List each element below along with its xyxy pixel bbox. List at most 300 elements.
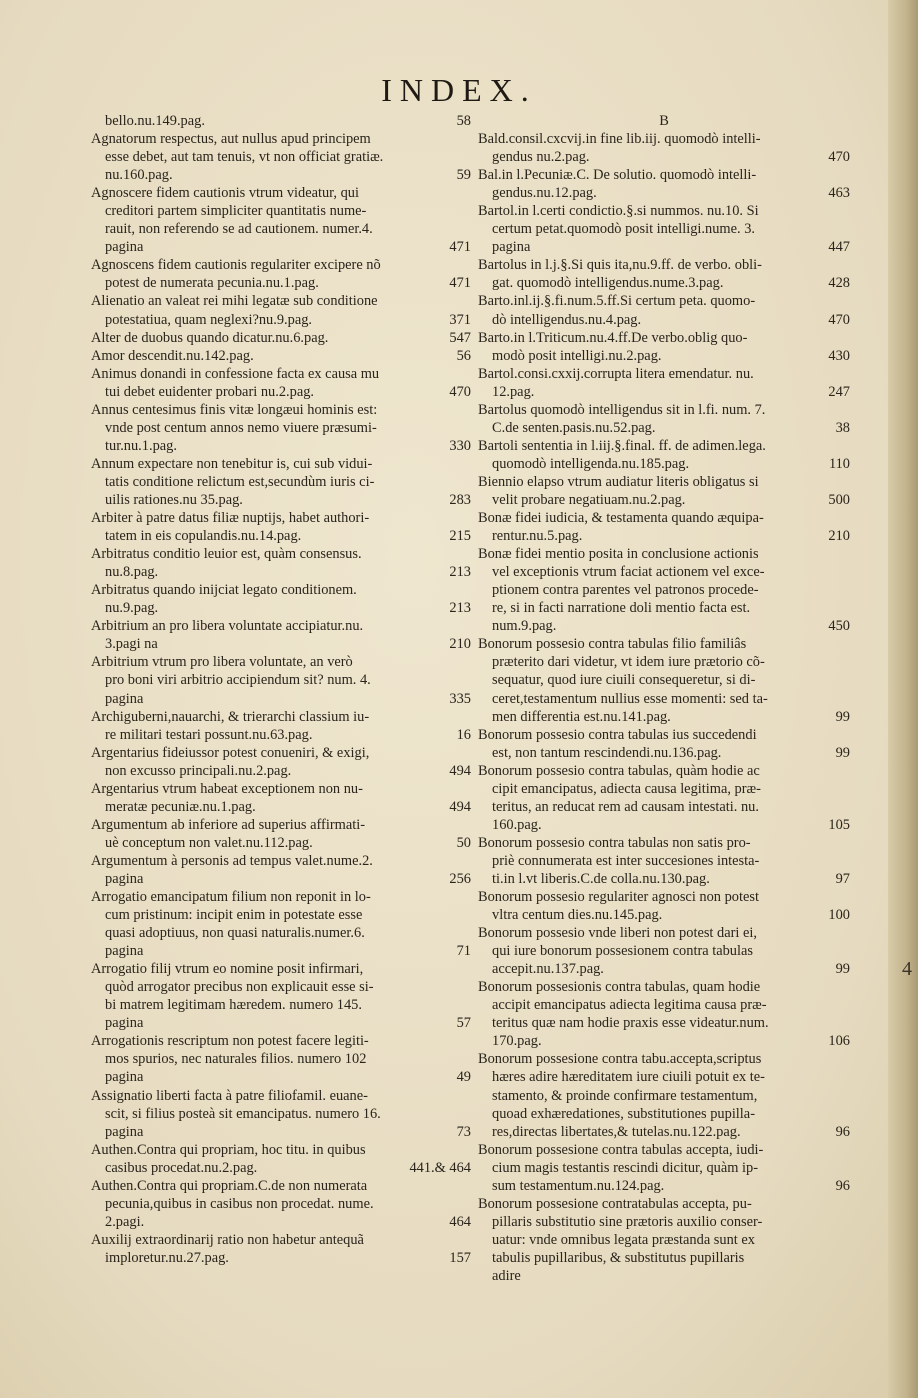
- index-entry: [478, 888, 850, 906]
- index-entry-continuation: [478, 852, 850, 870]
- entry-text: rentur.nu.5.pag.: [492, 528, 583, 545]
- entry-text: Agnoscere fidem cautionis vtrum videatur, qui: [91, 185, 359, 202]
- index-entry-continuation: [91, 527, 471, 545]
- entry-text: Arbitratus quando inijciat legato conditionem.: [91, 582, 357, 599]
- page-reference: 99: [835, 744, 850, 761]
- page-reference: 96: [835, 1177, 850, 1194]
- entry-text: cium magis testantis rescindi dicitur, quàm ip-: [492, 1159, 758, 1176]
- index-entry-continuation: [478, 1105, 850, 1123]
- index-column-right: [478, 112, 850, 1285]
- index-entry: [91, 960, 471, 978]
- entry-text: cipit emancipatus, adiecta causa legitima, præ-: [492, 780, 761, 797]
- entry-text: priè connumerata est inter succesiones intesta-: [492, 852, 760, 869]
- page-reference: 471: [449, 275, 471, 292]
- page-reference: 57: [456, 1015, 471, 1032]
- entry-text: Arrogationis rescriptum non potest facere legiti-: [91, 1033, 369, 1050]
- entry-text: bello.nu.149.pag.: [105, 113, 205, 129]
- entry-text: Annum expectare non tenebitur is, cui sub vidui-: [91, 455, 373, 472]
- entry-text: adire: [492, 1268, 521, 1284]
- entry-text: casibus procedat.nu.2.pag.: [105, 1159, 258, 1176]
- index-entry-continuation: [91, 1195, 471, 1213]
- entry-text: Bonorum possesionis contra tabulas, quam hodie: [478, 979, 761, 996]
- page-reference: 470: [828, 149, 850, 166]
- entry-text: re militari testari possunt.nu.63.pag.: [105, 726, 313, 743]
- entry-text: gendus nu.2.pag.: [492, 149, 590, 166]
- index-entry: [478, 726, 850, 744]
- index-entry-continuation: [478, 238, 850, 256]
- page-reference: 213: [449, 564, 471, 581]
- index-entry: [91, 292, 471, 310]
- page-reference: 59: [456, 167, 471, 184]
- page-reference: 106: [828, 1033, 850, 1050]
- index-entry: [478, 437, 850, 455]
- index-entry-continuation: [478, 274, 850, 292]
- entry-text: vnde post centum annos nemo viuere præsumi-: [105, 419, 377, 436]
- index-entry-continuation: [478, 1032, 850, 1050]
- page-reference: 105: [828, 816, 850, 833]
- entry-text: pagina: [105, 1069, 144, 1086]
- entry-text: velit probare negatiuam.nu.2.pag.: [492, 491, 686, 508]
- entry-text: Arbiter à patre datus filiæ nuptijs, habet authori-: [91, 510, 370, 527]
- entry-text: Bonæ fidei mentio posita in conclusione actionis: [478, 546, 759, 563]
- page-reference: 247: [828, 383, 850, 400]
- entry-text: Arbitratus conditio leuior est, quàm consensus.: [91, 546, 362, 563]
- entry-text: 2.pagi.: [105, 1213, 145, 1230]
- entry-text: uilis rationes.nu 35.pag.: [105, 491, 243, 508]
- entry-text: 160.pag.: [492, 816, 542, 833]
- index-entry-continuation: [91, 563, 471, 581]
- index-entry-continuation: [478, 599, 850, 617]
- index-entry-continuation: [91, 1105, 471, 1123]
- entry-text: Bonorum possesione contra tabu.accepta,scriptus: [478, 1051, 762, 1068]
- index-entry: [478, 329, 850, 347]
- page-reference: 213: [449, 600, 471, 617]
- entry-text: ti.in l.vt liberis.C.de colla.nu.130.pag.: [492, 870, 710, 887]
- index-entry: [478, 635, 850, 653]
- index-entry: [91, 184, 471, 202]
- index-entry-continuation: [91, 311, 471, 329]
- page-reference: 210: [828, 528, 850, 545]
- entry-text: Arrogatio emancipatum filium non reponit in lo-: [91, 889, 371, 906]
- entry-text: qui iure bonorum possesionem contra tabulas: [492, 943, 753, 960]
- page-reference: 71: [456, 943, 471, 960]
- entry-text: teritus, an reducat rem ad causam intestati. nu.: [492, 798, 759, 815]
- index-entry: [478, 545, 850, 563]
- entry-text: res,directas libertates,& tutelas.nu.122.pag.: [492, 1123, 741, 1140]
- page-reference: 99: [835, 961, 850, 978]
- index-entry-continuation: [91, 870, 471, 888]
- entry-text: vltra centum dies.nu.145.pag.: [492, 907, 663, 924]
- page-reference: 430: [828, 347, 850, 364]
- index-entry: [91, 744, 471, 762]
- marginal-mark: 4: [902, 958, 912, 980]
- index-entry-continuation: [91, 383, 471, 401]
- index-entry-continuation: [478, 1068, 850, 1086]
- page-reference: 500: [828, 491, 850, 508]
- index-entry: [91, 347, 471, 365]
- index-entry-continuation: [478, 690, 850, 708]
- entry-text: Arbitrium vtrum pro libera voluntate, an verò: [91, 654, 353, 671]
- index-entry-continuation: [478, 744, 850, 762]
- index-entry-continuation: [91, 906, 471, 924]
- entry-text: Bartol.consi.cxxij.corrupta litera emendatur. nu.: [478, 365, 754, 382]
- entry-text: sum testamentum.nu.124.pag.: [492, 1177, 665, 1194]
- index-entry: [478, 1195, 850, 1213]
- index-entry-continuation: [91, 220, 471, 238]
- index-entry-continuation: [478, 1213, 850, 1231]
- index-entry-continuation: [91, 1050, 471, 1068]
- entry-text: Bartolus in l.j.§.Si quis ita,nu.9.ff. de verbo. obli-: [478, 257, 762, 274]
- page-reference: 97: [835, 870, 850, 887]
- page-reference: 450: [828, 618, 850, 635]
- entry-text: meratæ pecuniæ.nu.1.pag.: [105, 798, 256, 815]
- index-entry-continuation: [478, 870, 850, 888]
- entry-text: Auxilij extraordinarij ratio non habetur antequã: [91, 1231, 364, 1248]
- index-entry: [478, 509, 850, 527]
- index-entry-continuation: [478, 1123, 850, 1141]
- entry-text: Alter de duobus quando dicatur.nu.6.pag.: [91, 329, 329, 346]
- entry-text: tatis conditione relictum est,secundùm iuris ci-: [105, 473, 375, 490]
- page-reference: 56: [456, 347, 471, 364]
- page-title: INDEX.: [381, 72, 537, 108]
- entry-text: præterito dari videtur, vt idem iure prætorio cõ-: [492, 654, 765, 671]
- index-entry-continuation: [478, 653, 850, 671]
- index-entry-continuation: [91, 1159, 471, 1177]
- index-entry-continuation: [478, 347, 850, 365]
- index-entry-continuation: [478, 581, 850, 599]
- entry-text: Bartoli sententia in l.iij.§.final. ff. de adimen.lega.: [478, 437, 766, 454]
- index-entry-continuation: [478, 816, 850, 834]
- entry-text: hæres adire hæreditatem iure ciuili potuit ex te-: [492, 1069, 765, 1086]
- entry-text: Argentarius vtrum habeat exceptionem non nu-: [91, 780, 363, 797]
- entry-text: Bonorum possesio vnde liberi non potest dari ei,: [478, 925, 757, 942]
- entry-text: teritus quæ nam hodie praxis esse videatur.num.: [492, 1015, 769, 1032]
- index-entry: [91, 1087, 471, 1105]
- entry-text: pagina: [105, 690, 144, 707]
- page-reference: 428: [828, 275, 850, 292]
- index-entry-continuation: [478, 960, 850, 978]
- index-entry: [478, 401, 850, 419]
- index-entry: [478, 978, 850, 996]
- index-entry-continuation: [91, 924, 471, 942]
- index-entry-continuation: [478, 617, 850, 635]
- entry-text: vel exceptionis vtrum faciat actionem vel exce-: [492, 564, 765, 581]
- entry-text: pagina: [105, 1123, 144, 1140]
- page-reference: 494: [449, 798, 471, 815]
- entry-text: tabulis pupillaribus, & substitutus pupillaris: [492, 1249, 745, 1266]
- index-entry-continuation: [478, 1087, 850, 1105]
- entry-text: tur.nu.1.pag.: [105, 437, 177, 454]
- index-entry-continuation: [478, 798, 850, 816]
- entry-text: quasi adoptiuus, non quasi naturalis.numer.6.: [105, 925, 365, 942]
- index-entry-continuation: [478, 780, 850, 798]
- index-entry: [91, 1177, 471, 1195]
- entry-text: potestatiua, quam neglexi?nu.9.pag.: [105, 311, 313, 328]
- page-reference: 471: [449, 239, 471, 256]
- index-entry-continuation: [91, 798, 471, 816]
- entry-text: tui debet euidenter probari nu.2.pag.: [105, 383, 314, 400]
- entry-text: re, si in facti narratione doli mentio facta est.: [492, 600, 751, 617]
- page-gutter: [888, 0, 918, 1398]
- entry-text: quoad exhæredationes, substitutiones pupilla-: [492, 1105, 755, 1122]
- entry-text: quomodò intelligenda.nu.185.pag.: [492, 455, 690, 472]
- index-entry-continuation: [478, 527, 850, 545]
- index-entry-continuation: [91, 1014, 471, 1032]
- entry-text: gendus.nu.12.pag.: [492, 185, 597, 202]
- index-entry: [91, 401, 471, 419]
- index-entry-continuation: [91, 635, 471, 653]
- entry-text: Bonorum possesio contra tabulas non satis pro-: [478, 834, 751, 851]
- index-entry: [91, 1032, 471, 1050]
- index-entry: [91, 617, 471, 635]
- index-entry: [478, 924, 850, 942]
- entry-text: Agnatorum respectus, aut nullus apud principem: [91, 131, 371, 148]
- entry-text: nu.8.pag.: [105, 564, 159, 581]
- index-entry-continuation: [478, 1014, 850, 1032]
- index-column-left: [91, 112, 471, 1267]
- index-entry-continuation: [478, 491, 850, 509]
- index-entry-continuation: [91, 491, 471, 509]
- index-entry: [91, 256, 471, 274]
- index-entry: [478, 130, 850, 148]
- index-entry-continuation: [91, 996, 471, 1014]
- page-reference: 157: [449, 1249, 471, 1266]
- entry-text: ptionem contra parentes vel patronos procede-: [492, 582, 759, 599]
- index-entry-continuation: [478, 311, 850, 329]
- index-entry: [91, 509, 471, 527]
- entry-text: accipit emancipatus adiecta legitima causa præ-: [492, 997, 767, 1014]
- index-entry-continuation: [478, 906, 850, 924]
- page-reference: 335: [449, 690, 471, 707]
- index-entry-continuation: [91, 148, 471, 166]
- page-reference: 330: [449, 437, 471, 454]
- entry-text: Bonorum possesio regulariter agnosci non potest: [478, 889, 759, 906]
- index-entry-continuation: [91, 274, 471, 292]
- index-entry: [478, 762, 850, 780]
- index-entry-continuation: [478, 1159, 850, 1177]
- entry-text: tatem in eis copulandis.nu.14.pag.: [105, 528, 302, 545]
- page-reference: 73: [456, 1123, 471, 1140]
- entry-text: men differentia est.nu.141.pag.: [492, 708, 671, 725]
- page-reference: 96: [835, 1123, 850, 1140]
- page-reference: 110: [828, 455, 850, 472]
- index-entry: [91, 1141, 471, 1159]
- page-reference: 470: [828, 311, 850, 328]
- index-entry-continuation: [91, 834, 471, 852]
- entry-text: pagina: [492, 239, 531, 256]
- entry-text: Arrogatio filij vtrum eo nomine posit infirmari,: [91, 961, 364, 978]
- entry-text: C.de senten.pasis.nu.52.pag.: [492, 419, 656, 436]
- index-entry-continuation: [478, 996, 850, 1014]
- entry-text: Bonorum possesione contratabulas accepta, pu-: [478, 1195, 752, 1212]
- index-entry-continuation: [478, 563, 850, 581]
- entry-text: mos spurios, nec naturales filios. numero 102: [105, 1051, 367, 1068]
- index-entry-continuation: [91, 1068, 471, 1086]
- index-entry-continuation: [478, 184, 850, 202]
- page-reference: 50: [456, 834, 471, 851]
- entry-text: Arbitrium an pro libera voluntate accipiatur.nu.: [91, 618, 364, 635]
- page-reference: 38: [835, 419, 850, 436]
- entry-text: rauit, non referendo se ad cautionem. numer.4.: [105, 221, 373, 238]
- entry-text: Bonorum possesio contra tabulas filio familiâs: [478, 636, 747, 653]
- index-entry-continuation: [91, 599, 471, 617]
- entry-text: Bartolus quomodò intelligendus sit in l.fi. num. 7.: [478, 401, 766, 418]
- index-entry: [91, 708, 471, 726]
- page-reference: 464: [449, 1213, 471, 1230]
- entry-text: Assignatio liberti facta à patre filiofamil. euane-: [91, 1087, 368, 1104]
- index-entry-continuation: [91, 1213, 471, 1231]
- entry-text: Agnoscens fidem cautionis regulariter excipere nõ: [91, 257, 381, 274]
- entry-text: gat. quomodò intelligendus.nume.3.pag.: [492, 275, 724, 292]
- entry-text: non excusso principali.nu.2.pag.: [105, 762, 292, 779]
- index-entry-continuation: [478, 942, 850, 960]
- entry-text: quòd arrogator precibus non explicauit esse si-: [105, 979, 374, 996]
- index-entry: [478, 365, 850, 383]
- index-entry-continuation: [478, 1267, 850, 1285]
- index-entry-continuation: [478, 455, 850, 473]
- index-entry: [91, 888, 471, 906]
- index-entry-continuation: [478, 708, 850, 726]
- index-entry-continuation: [91, 671, 471, 689]
- index-entry-continuation: [91, 473, 471, 491]
- entry-text: Alienatio an valeat rei mihi legatæ sub conditione: [91, 293, 378, 310]
- entry-text: Animus donandi in confessione facta ex causa mu: [91, 365, 380, 382]
- entry-text: Bonorum possesio contra tabulas, quàm hodie ac: [478, 762, 760, 779]
- page-reference: 371: [449, 311, 471, 328]
- index-entry: [91, 365, 471, 383]
- page-reference: 58: [456, 113, 471, 129]
- entry-text: Authen.Contra qui propriam, hoc titu. in quibus: [91, 1141, 366, 1158]
- entry-text: num.9.pag.: [492, 618, 557, 635]
- entry-text: stamento, & proinde confirmare testamentum,: [492, 1087, 758, 1104]
- entry-text: scit, si filius posteà sit emancipatus. numero 16.: [105, 1105, 381, 1122]
- entry-text: dò intelligendus.nu.4.pag.: [492, 311, 642, 328]
- index-entry: [91, 329, 471, 347]
- entry-text: Biennio elapso vtrum audiatur literis obligatus si: [478, 473, 759, 490]
- entry-text: sequatur, quod iure ciuili consequeretur, si di-: [492, 672, 756, 689]
- index-entry-continuation: [91, 166, 471, 184]
- entry-text: esse debet, aut tam tenuis, vt non officiat gratiæ.: [105, 149, 384, 166]
- entry-text: nu.160.pag.: [105, 167, 173, 184]
- index-entry-continuation: [91, 238, 471, 256]
- index-entry-continuation: [478, 671, 850, 689]
- entry-text: Argumentum ab inferiore ad superius affirmati-: [91, 816, 366, 833]
- page-reference: 49: [456, 1069, 471, 1086]
- index-entry-continuation: [478, 1231, 850, 1249]
- index-entry-continuation: [91, 112, 471, 130]
- index-entry-continuation: [478, 1177, 850, 1195]
- entry-text: creditori partem simpliciter quantitatis nume-: [105, 203, 367, 220]
- page-reference: 16: [456, 726, 471, 743]
- index-entry-continuation: [91, 762, 471, 780]
- entry-text: Barto.inl.ij.§.fi.num.5.ff.Si certum peta. quomo-: [478, 293, 756, 310]
- index-entry: [478, 256, 850, 274]
- entry-text: Argumentum à personis ad tempus valet.nume.2.: [91, 852, 373, 869]
- entry-text: pagina: [105, 943, 144, 960]
- index-entry: [478, 1050, 850, 1068]
- entry-text: Archiguberni,nauarchi, & trierarchi classium iu-: [91, 708, 370, 725]
- entry-text: Bonorum possesione contra tabulas accepta, iudi-: [478, 1141, 764, 1158]
- index-entry-continuation: [478, 148, 850, 166]
- entry-text: cum pristinum: incipit enim in potestate esse: [105, 907, 363, 924]
- page-reference: 463: [828, 185, 850, 202]
- entry-text: Bonorum possesio contra tabulas ius succedendi: [478, 726, 757, 743]
- page-reference: 547: [449, 329, 471, 346]
- page-reference: 441.& 464: [409, 1159, 471, 1176]
- entry-text: pagina: [105, 870, 144, 887]
- index-entry: [478, 292, 850, 310]
- index-entry-continuation: [91, 202, 471, 220]
- entry-text: pagina: [105, 239, 144, 256]
- page-reference: 256: [449, 870, 471, 887]
- page-reference: 447: [828, 239, 850, 256]
- page-reference: 470: [449, 383, 471, 400]
- index-entry: [478, 202, 850, 220]
- entry-text: 3.pagi na: [105, 636, 158, 653]
- page-reference: 100: [828, 907, 850, 924]
- index-entry: [478, 834, 850, 852]
- entry-text: Bonæ fidei iudicia, & testamenta quando æquipa-: [478, 510, 764, 527]
- entry-text: Annus centesimus finis vitæ longæui hominis est:: [91, 401, 378, 418]
- entry-text: pagina: [105, 1015, 144, 1032]
- entry-text: accepit.nu.137.pag.: [492, 961, 604, 978]
- entry-text: bi matrem legitimam hæredem. numero 145.: [105, 997, 362, 1014]
- index-entry-continuation: [478, 220, 850, 238]
- index-entry-continuation: [91, 1249, 471, 1267]
- index-entry-continuation: [91, 419, 471, 437]
- entry-text: Bartol.in l.certi condictio.§.si nummos. nu.10. Si: [478, 203, 759, 220]
- index-entry: [91, 780, 471, 798]
- entry-text: imploretur.nu.27.pag.: [105, 1249, 229, 1266]
- entry-text: Barto.in l.Triticum.nu.4.ff.De verbo.oblig quo-: [478, 329, 748, 346]
- entry-text: uatur: vnde omnibus legata præstanda sunt ex: [492, 1231, 755, 1248]
- entry-text: pro boni viri arbitrio accipiendum sit? num. 4.: [105, 672, 371, 689]
- entry-text: Authen.Contra qui propriam.C.de non numerata: [91, 1177, 368, 1194]
- index-entry-continuation: [478, 419, 850, 437]
- page-reference: 99: [835, 708, 850, 725]
- index-entry-continuation: [91, 942, 471, 960]
- index-entry-continuation: [91, 690, 471, 708]
- index-entry: [91, 545, 471, 563]
- index-entry-continuation: [91, 437, 471, 455]
- index-entry-continuation: [478, 1249, 850, 1267]
- page-reference: 215: [449, 528, 471, 545]
- index-entry: [478, 473, 850, 491]
- index-entry: [91, 130, 471, 148]
- entry-text: pillaris substitutio sine prætoris auxilio conser-: [492, 1213, 763, 1230]
- index-entry: [91, 816, 471, 834]
- entry-text: potest de numerata pecunia.nu.1.pag.: [105, 275, 319, 292]
- page-reference: 283: [449, 491, 471, 508]
- entry-text: Bal.in l.Pecuniæ.C. De solutio. quomodò intelli-: [478, 167, 757, 184]
- entry-text: 12.pag.: [492, 383, 535, 400]
- page-reference: 210: [449, 636, 471, 653]
- index-entry: [91, 653, 471, 671]
- index-entry-continuation: [478, 383, 850, 401]
- index-entry-continuation: [91, 1123, 471, 1141]
- index-entry: [478, 1141, 850, 1159]
- index-entry: [91, 1231, 471, 1249]
- page-reference: 494: [449, 762, 471, 779]
- entry-text: Bald.consil.cxcvij.in fine lib.iij. quomodò intelli-: [478, 131, 761, 148]
- entry-text: Amor descendit.nu.142.pag.: [91, 347, 254, 364]
- entry-text: est, non tantum rescindendi.nu.136.pag.: [492, 744, 722, 761]
- index-entry: [91, 581, 471, 599]
- entry-text: uè conceptum non valet.nu.112.pag.: [105, 834, 313, 851]
- entry-text: certum petat.quomodò posit intelligi.nume. 3.: [492, 221, 755, 238]
- index-entry: [478, 166, 850, 184]
- index-entry: [91, 455, 471, 473]
